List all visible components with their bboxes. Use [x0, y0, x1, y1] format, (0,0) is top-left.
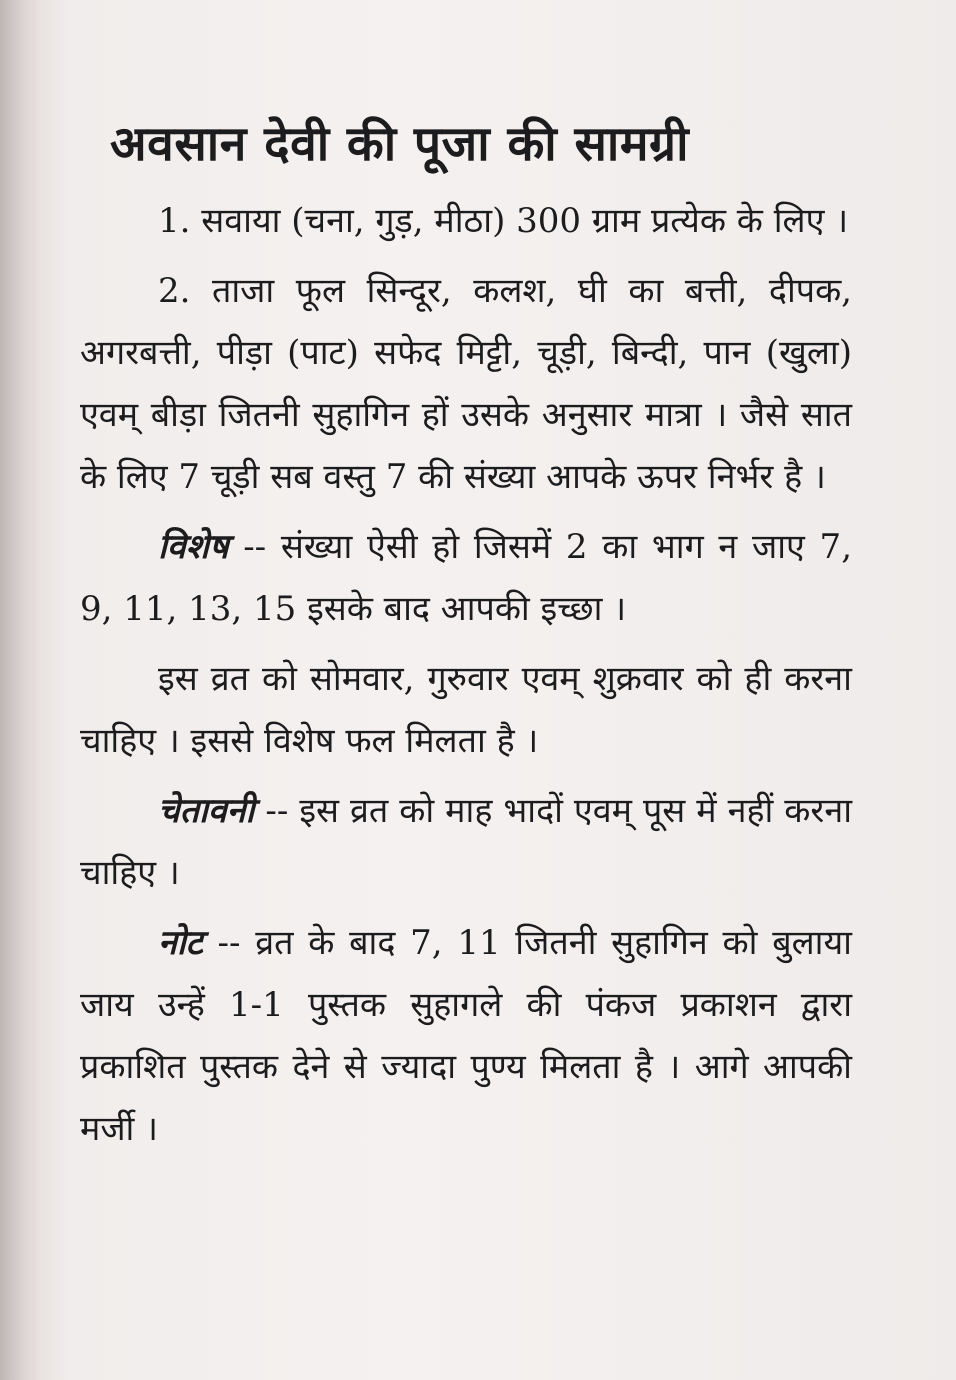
vishesh-label: विशेष — [158, 527, 229, 567]
paragraph-vishesh — [80, 516, 852, 640]
chetavani-label: चेतावनी — [158, 791, 255, 831]
paragraph-item-1: 1. सवाया (चना, गुड़, मीठा) 300 ग्राम प्रत्येक के लिए । — [158, 201, 849, 241]
note-label: नोट — [158, 923, 203, 963]
page-gutter — [0, 0, 40, 1380]
page-title: अवसान देवी की पूजा की सामग्री — [110, 116, 690, 172]
paragraph-note — [80, 912, 852, 1160]
paragraph-vrat-days: इस व्रत को सोमवार, गुरुवार एवम् शुक्रवार को ही करना चाहिए । इससे विशेष फल मिलता है । — [80, 659, 852, 761]
paragraph-chetavani — [80, 780, 852, 904]
vishesh-text: -- संख्या ऐसी हो जिसमें 2 का भाग न जाए 7, 9, 11, 13, 15 इसके बाद आपकी इच्छा । — [80, 527, 852, 629]
note-text: -- व्रत के बाद 7, 11 जितनी सुहागिन को बुलाया जाय उन्हें 1-1 पुस्तक सुहागले की पंकज प्रकाशन द्वारा प्रकाशित पुस्तक देने से ज्यादा पुण्य मिलता है । आगे आपकी मर्जी । — [80, 923, 852, 1149]
paragraph-item-2: 2. ताजा फूल सिन्दूर, कलश, घी का बत्ती, दीपक, अगरबत्ती, पीड़ा (पाट) सफेद मिट्टी, चूड़ी, बिन्दी, पान (खुला) एवम् बीड़ा जितनी सुहागिन हों उसके अनुसार मात्रा । जैसे सात के लिए 7 चूड़ी सब वस्तु 7 की संख्या आपके ऊपर निर्भर है । — [80, 271, 852, 497]
chetavani-text: -- इस व्रत को माह भादों एवम् पूस में नहीं करना चाहिए । — [80, 791, 852, 893]
page-content — [80, 108, 852, 1168]
